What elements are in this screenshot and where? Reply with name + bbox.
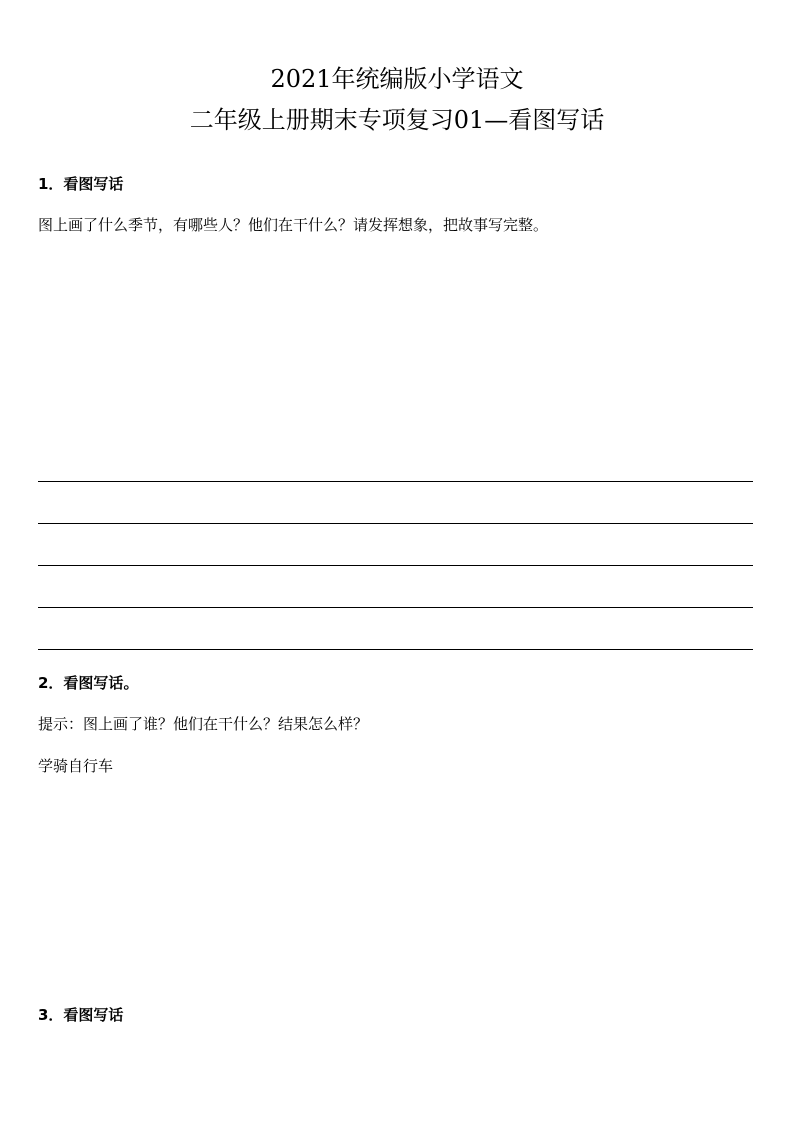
writing-line [38,524,753,566]
writing-line [38,566,753,608]
question-2-hint: 提示：图上画了谁？他们在干什么？结果怎么样？ [38,715,369,733]
question-2-heading: 2．看图写话。 [38,674,139,692]
question-3-heading: 3．看图写话 [38,1006,124,1024]
writing-line [38,482,753,524]
document-title-line-1: 2021年统编版小学语文 [270,65,524,93]
question-1-heading: 1．看图写话 [38,175,124,193]
document-title-line-2: 二年级上册期末专项复习01—看图写话 [189,106,605,134]
writing-line [38,608,753,650]
question-2-topic: 学骑自行车 [38,757,114,775]
question-1-writing-lines [38,481,753,650]
question-1-prompt: 图上画了什么季节，有哪些人？他们在干什么？请发挥想象，把故事写完整。 [38,216,549,234]
